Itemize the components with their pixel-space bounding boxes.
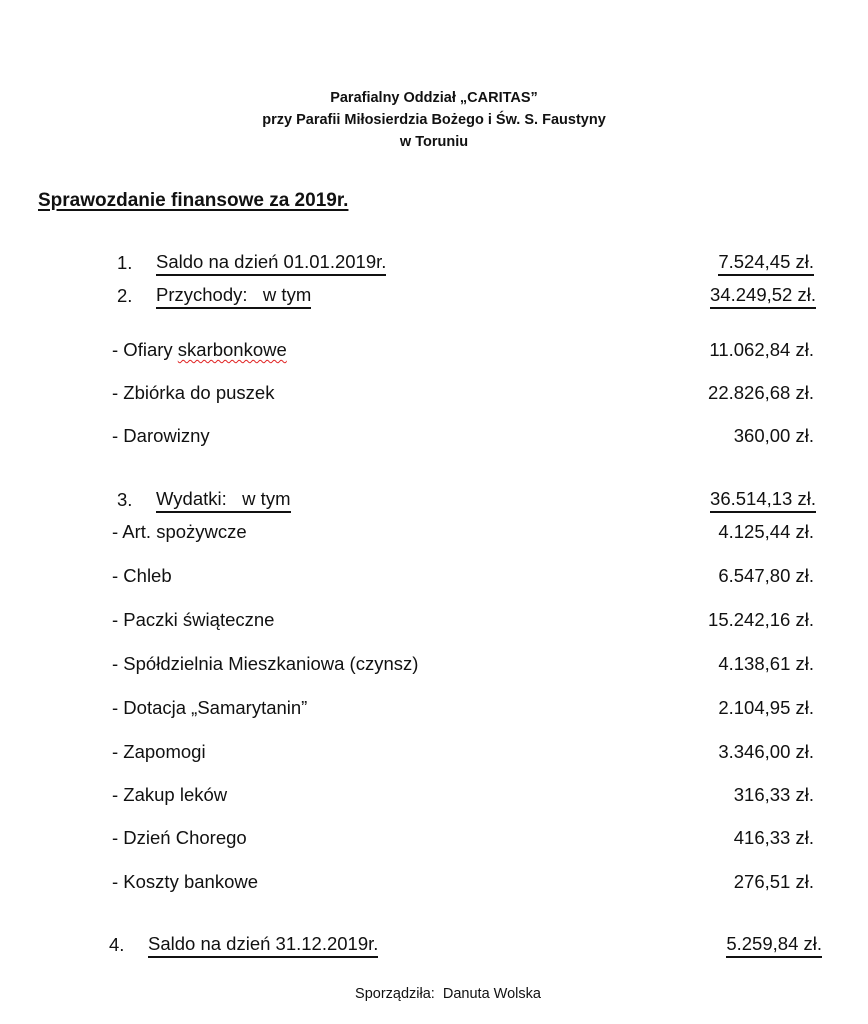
section-number: 3.: [117, 489, 133, 510]
spellcheck-flagged-word: skarbonkowe: [177, 339, 287, 360]
item-label: - Zapomogi: [112, 741, 206, 762]
income-item-row: [0, 423, 868, 449]
section-label: Wydatki: w tym: [156, 487, 291, 513]
item-label: - Dzień Chorego: [112, 827, 247, 848]
section-amount: 5.259,84 zł.: [726, 932, 822, 958]
item-amount: 316,33 zł.: [733, 784, 814, 805]
header-city: w Toruniu: [399, 134, 469, 150]
expenses-row: [0, 487, 868, 513]
expense-item-row: [0, 825, 868, 851]
item-label: - Darowizny: [112, 425, 210, 446]
item-label: - Chleb: [112, 565, 172, 586]
expense-item-row: [0, 739, 868, 765]
section-amount: 36.514,13 zł.: [710, 487, 816, 513]
expense-item-row: [0, 695, 868, 721]
item-amount: 360,00 zł.: [733, 425, 814, 446]
header-organization: Parafialny Oddział „CARITAS”: [330, 90, 538, 106]
section-label: Saldo na dzień 01.01.2019r.: [156, 250, 386, 276]
item-label: - Paczki świąteczne: [112, 609, 275, 630]
item-label: - Dotacja „Samarytanin”: [112, 697, 308, 718]
expense-item-row: [0, 519, 868, 545]
item-amount: 276,51 zł.: [733, 871, 814, 892]
closing-balance-row: [0, 932, 868, 958]
opening-balance-row: [0, 250, 868, 276]
income-row: [0, 283, 868, 309]
item-label: - Ofiary skarbonkowe: [112, 339, 287, 360]
item-label: - Zakup leków: [112, 784, 228, 805]
expense-item-row: [0, 607, 868, 633]
item-label: - Koszty bankowe: [112, 871, 259, 892]
signature: Sporządziła: Danuta Wolska: [355, 986, 541, 1002]
section-number: 4.: [109, 934, 125, 955]
report-title: Sprawozdanie finansowe za 2019r.: [38, 190, 349, 211]
item-label: - Spółdzielnia Mieszkaniowa (czynsz): [112, 653, 419, 674]
item-amount: 22.826,68 zł.: [708, 382, 814, 403]
expense-item-row: [0, 563, 868, 589]
item-amount: 6.547,80 zł.: [718, 565, 814, 586]
item-amount: 11.062,84 zł.: [709, 339, 814, 360]
section-label: Saldo na dzień 31.12.2019r.: [148, 932, 378, 958]
income-item-row: [0, 337, 868, 363]
item-amount: 2.104,95 zł.: [718, 697, 814, 718]
header-parish: przy Parafii Miłosierdzia Bożego i Św. S. Faustyny: [262, 112, 606, 128]
item-amount: 4.125,44 zł.: [718, 521, 814, 542]
item-amount: 3.346,00 zł.: [718, 741, 814, 762]
section-label: Przychody: w tym: [156, 283, 311, 309]
income-item-row: [0, 380, 868, 406]
item-amount: 15.242,16 zł.: [708, 609, 814, 630]
expense-item-row: [0, 782, 868, 808]
item-amount: 4.138,61 zł.: [718, 653, 814, 674]
expense-item-row: [0, 869, 868, 895]
item-label: - Art. spożywcze: [112, 521, 247, 542]
item-label: - Zbiórka do puszek: [112, 382, 275, 403]
section-amount: 34.249,52 zł.: [710, 283, 816, 309]
section-number: 1.: [117, 252, 133, 273]
expense-item-row: [0, 651, 868, 677]
section-amount: 7.524,45 zł.: [718, 250, 814, 276]
section-number: 2.: [117, 285, 133, 306]
item-amount: 416,33 zł.: [733, 827, 814, 848]
